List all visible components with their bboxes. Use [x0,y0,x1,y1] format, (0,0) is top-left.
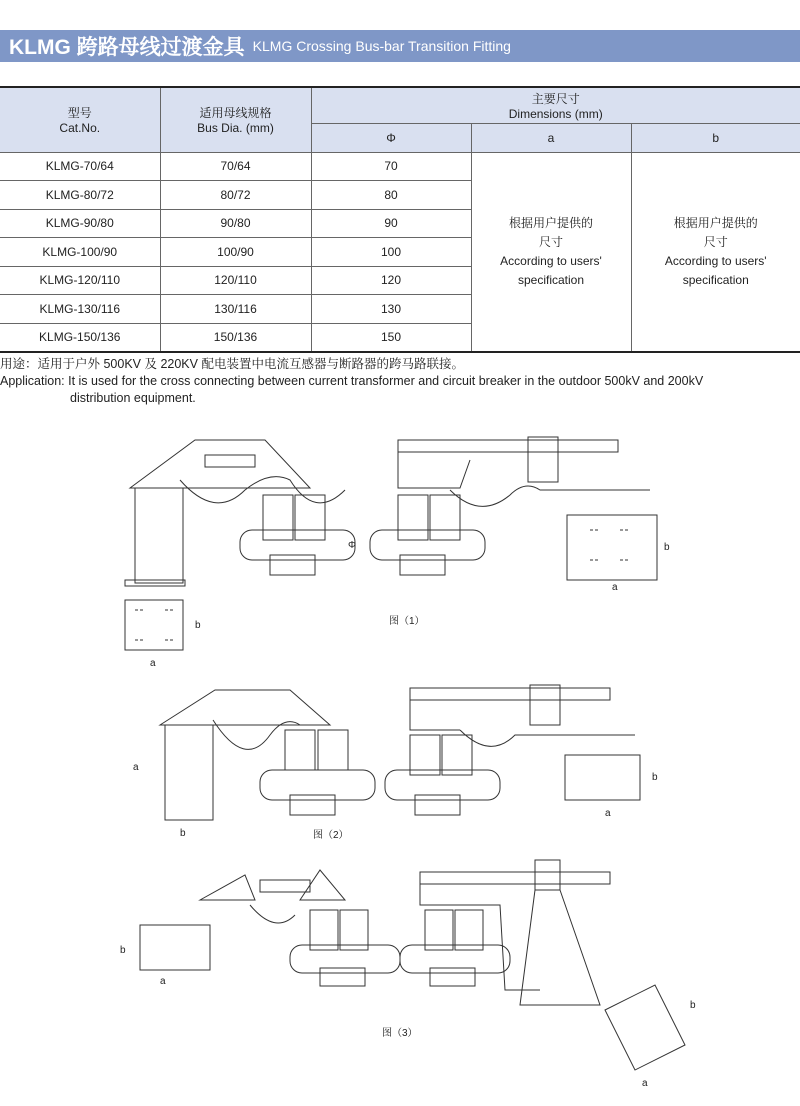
fig1-dim-a: a [612,582,618,593]
fig2-dim-b: b [180,828,186,839]
cell-model: KLMG-70/64 [0,152,160,181]
cell-bus: 150/136 [160,323,311,352]
cell-bus: 70/64 [160,152,311,181]
header-b: b [631,123,800,152]
cell-model: KLMG-130/116 [0,295,160,324]
fig1-right-plate [567,515,657,580]
cell-bus: 80/72 [160,181,311,210]
cell-phi: 120 [311,266,471,295]
application-cn: 用途：适用于户外 500KV 及 220KV 配电装置中电流互感器与断路器的跨马路联接。 [0,357,464,371]
cell-bus: 90/80 [160,209,311,238]
cell-phi: 130 [311,295,471,324]
figure-2-caption: 图（2） [313,830,349,841]
fig1-left-drawing [125,440,355,586]
cell-phi: 70 [311,152,471,181]
header-phi: Φ [311,123,471,152]
cell-phi: 150 [311,323,471,352]
fig3-plate-dim-a: a [642,1078,648,1089]
fig2-plate-dim-a: a [605,808,611,819]
fig3-mid-drawing [400,860,610,1005]
fig2-left-drawing [160,690,375,820]
fig1-plate-dim-b: b [195,620,201,631]
fig3-plate-dim-b: b [690,1000,696,1011]
title-cn: KLMG 跨路母线过渡金具 [9,36,245,59]
cell-phi: 100 [311,238,471,267]
fig3-right-plate [605,985,685,1070]
cell-bus: 120/110 [160,266,311,295]
header-bus: 适用母线规格 Bus Dia. (mm) [160,87,311,152]
fig1-mid-drawing [370,437,650,575]
application-en-cont: distribution equipment. [70,391,196,405]
fig1-dim-phi: Φ [348,540,356,551]
cell-model: KLMG-100/90 [0,238,160,267]
fig3-dim-b: b [120,945,126,956]
cell-bus: 100/90 [160,238,311,267]
cell-model: KLMG-90/80 [0,209,160,238]
header-dimensions: 主要尺寸 Dimensions (mm) [311,87,800,123]
header-model: 型号 Cat.No. [0,87,160,152]
fig2-right-plate [565,755,640,800]
fig1-bottom-plate [125,600,183,650]
fig3-left-plate [140,925,210,970]
cell-phi: 80 [311,181,471,210]
cell-model: KLMG-150/136 [0,323,160,352]
fig2-dim-a: a [133,762,139,773]
title-en: KLMG Crossing Bus-bar Transition Fitting [252,38,511,54]
cell-a-merged: 根据用户提供的 尺寸 According to users' specification [471,152,631,352]
fig3-dim-a: a [160,976,166,987]
cell-model: KLMG-120/110 [0,266,160,295]
application-en: Application: It is used for the cross connecting between current transformer and circuit breaker in the outdoor 500kV and 200kV [0,374,704,388]
fig1-dim-b: b [664,542,670,553]
cell-b-merged: 根据用户提供的 尺寸 According to users' specification [631,152,800,352]
cell-model: KLMG-80/72 [0,181,160,210]
header-a: a [471,123,631,152]
fig1-plate-dim-a: a [150,658,156,669]
cell-bus: 130/116 [160,295,311,324]
figure-3-caption: 图（3） [382,1028,418,1039]
fig2-mid-drawing [385,685,635,815]
fig2-plate-dim-b: b [652,772,658,783]
cell-phi: 90 [311,209,471,238]
figure-1-caption: 图（1） [389,616,425,627]
fig3-left-drawing [200,870,400,986]
